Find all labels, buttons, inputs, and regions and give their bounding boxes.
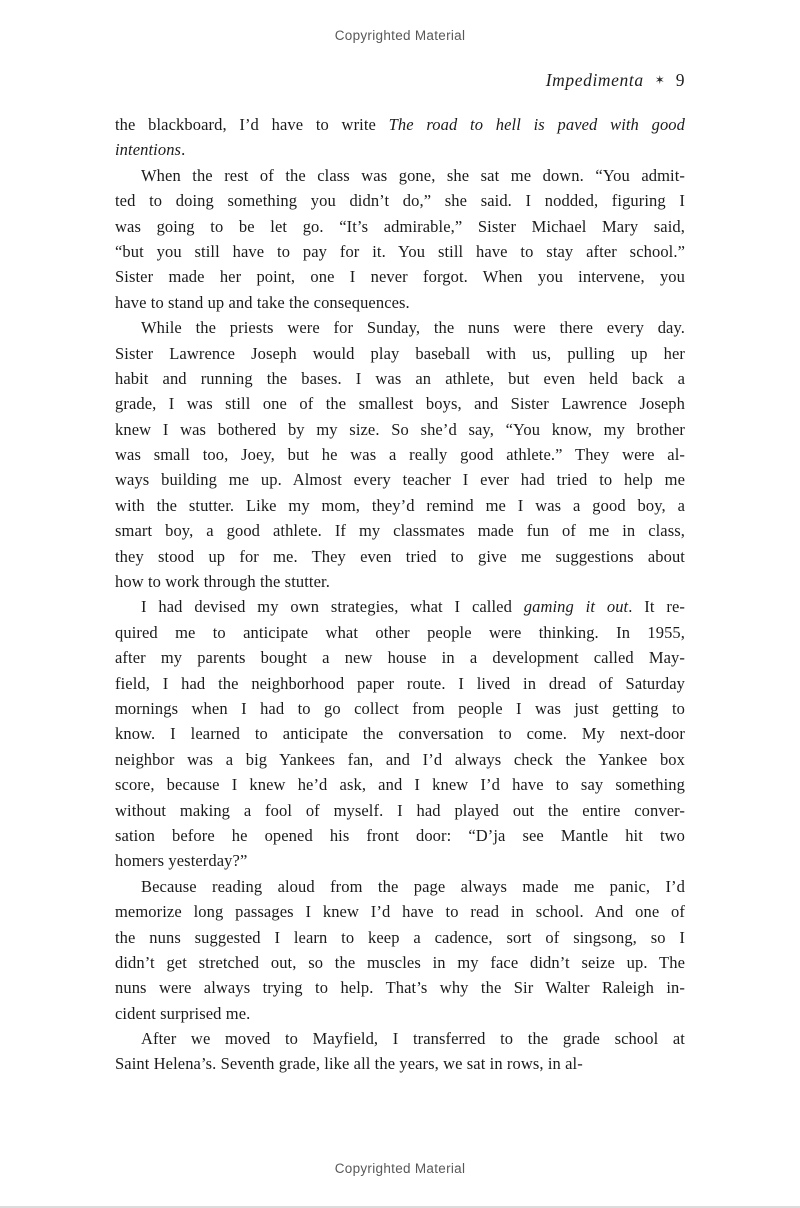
text-line: While the priests were for Sunday, the nuns were there every day. bbox=[141, 318, 685, 338]
text-line: with the stutter. Like my mom, they’d remind me I was a good boy, a bbox=[115, 495, 685, 515]
text-line: neighbor was a big Yankees fan, and I’d always check the Yankee box bbox=[115, 749, 685, 769]
text-line: intentions. bbox=[115, 140, 186, 160]
star-glyph: ✶ bbox=[654, 73, 665, 87]
text-line: was going to be let go. “It’s admirable,” Sister Michael Mary said, bbox=[115, 216, 685, 236]
text-line: without making a fool of myself. I had played out the entire conver- bbox=[115, 800, 685, 820]
text-line: “but you still have to pay for it. You still have to stay after school.” bbox=[115, 241, 685, 261]
text-line: know. I learned to anticipate the conversation to come. My next-door bbox=[115, 724, 685, 744]
text-line: homers yesterday?” bbox=[115, 851, 248, 871]
text-line: memorize long passages I knew I’d have to read in school. And one of bbox=[115, 902, 685, 922]
text-line: nuns were always trying to help. That’s why the Sir Walter Raleigh in- bbox=[115, 978, 685, 998]
text-line: After we moved to Mayfield, I transferred to the grade school at bbox=[141, 1029, 685, 1049]
text-line: was small too, Joey, but he was a really good athlete.” They were al- bbox=[115, 445, 685, 465]
text-line: Because reading aloud from the page always made me panic, I’d bbox=[141, 876, 685, 896]
text-line: they stood up for me. They even tried to give me suggestions about bbox=[115, 546, 685, 566]
text-line: the nuns suggested I learn to keep a cadence, sort of singsong, so I bbox=[115, 927, 685, 947]
running-header bbox=[546, 70, 685, 91]
text-line: field, I had the neighborhood paper route. I lived in dread of Saturday bbox=[115, 673, 685, 693]
text-line: ways building me up. Almost every teacher I ever had tried to help me bbox=[115, 470, 685, 490]
text-line: sation before he opened his front door: “D’ja see Mantle hit two bbox=[115, 825, 685, 845]
text-line: have to stand up and take the consequences. bbox=[115, 292, 410, 312]
paragraph bbox=[115, 163, 685, 315]
text-line: knew I was bothered by my size. So she’d say, “You know, my brother bbox=[115, 419, 685, 439]
text-line: how to work through the stutter. bbox=[115, 572, 330, 592]
paragraph bbox=[115, 1026, 685, 1077]
text-line: didn’t get stretched out, so the muscles in my face didn’t seize up. The bbox=[115, 952, 685, 972]
text-line: grade, I was still one of the smallest boys, and Sister Lawrence Joseph bbox=[115, 394, 685, 414]
text-line: Sister Lawrence Joseph would play baseball with us, pulling up her bbox=[115, 343, 685, 363]
paragraph bbox=[115, 874, 685, 1026]
text-line: quired me to anticipate what other people were thinking. In 1955, bbox=[115, 622, 685, 642]
text-line: habit and running the bases. I was an athlete, but even held back a bbox=[115, 368, 685, 388]
copyright-notice-top: Copyrighted Material bbox=[334, 28, 466, 43]
text-line: mornings when I had to go collect from people I was just getting to bbox=[115, 698, 685, 718]
text-line: cident surprised me. bbox=[115, 1003, 251, 1023]
text-line: Saint Helena’s. Seventh grade, like all the years, we sat in rows, in al- bbox=[115, 1054, 583, 1074]
text-line: score, because I knew he’d ask, and I knew I’d have to say something bbox=[115, 775, 685, 795]
text-line: after my parents bought a new house in a development called May- bbox=[115, 648, 685, 668]
page-number: 9 bbox=[675, 70, 685, 90]
text-line: the blackboard, I’d have to write The road to hell is paved with good bbox=[115, 115, 685, 134]
text-line: I had devised my own strategies, what I called gaming it out. It re- bbox=[141, 597, 685, 617]
copyright-notice-bottom: Copyrighted Material bbox=[334, 1161, 466, 1176]
text-line: smart boy, a good athlete. If my classmates made fun of me in class, bbox=[115, 521, 685, 541]
chapter-title: Impedimenta bbox=[545, 70, 644, 90]
text-line: Sister made her point, one I never forgot. When you intervene, you bbox=[115, 267, 685, 287]
text-line: When the rest of the class was gone, she sat me down. “You admit- bbox=[141, 165, 685, 185]
text-line: ted to doing something you didn’t do,” she said. I nodded, figuring I bbox=[115, 191, 685, 211]
paragraph bbox=[115, 594, 685, 873]
paragraph bbox=[115, 315, 685, 594]
body-text bbox=[115, 112, 685, 1077]
paragraph bbox=[115, 112, 685, 163]
